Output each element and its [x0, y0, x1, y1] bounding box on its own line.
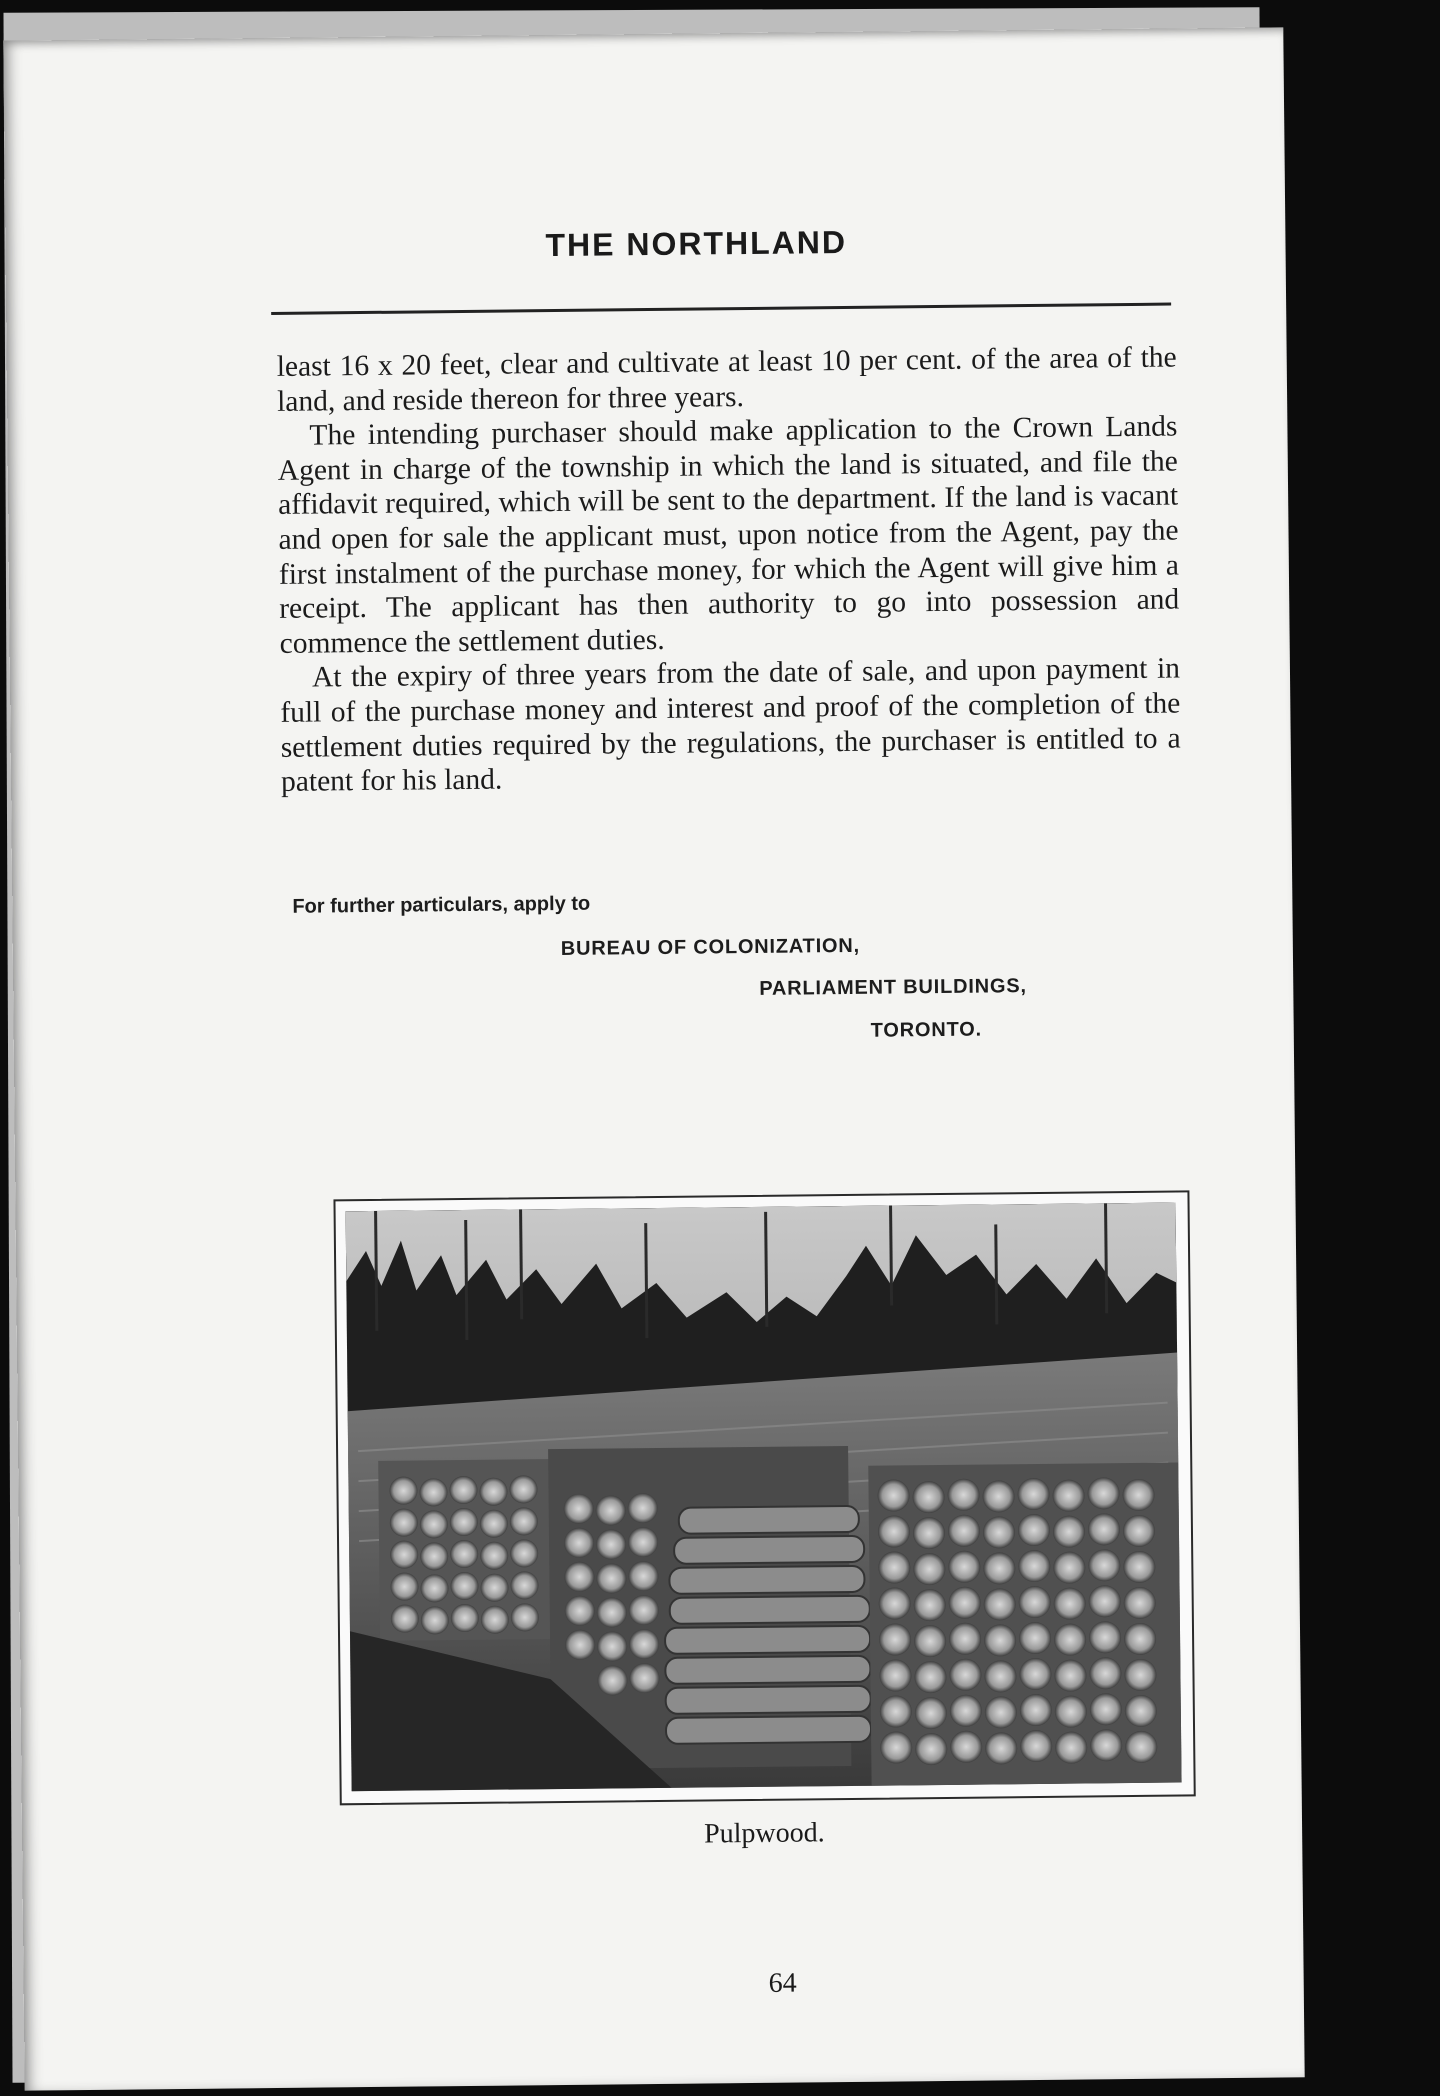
paragraph: At the expiry of three years from the date of sale, and upon payment in full of the purchase money and interest and proof of the completion of the settlement duties required by the regulations, the purchaser is entitled to a patent for his land. — [280, 652, 1181, 799]
address-intro: For further particulars, apply to — [292, 892, 591, 918]
address-line-bureau: BUREAU OF COLONIZATION, — [560, 934, 861, 960]
book-page — [3, 27, 1304, 2090]
address-line-parliament: PARLIAMENT BUILDINGS, — [759, 975, 1027, 1000]
page-number: 64 — [768, 1967, 797, 1999]
pulpwood-illustration — [346, 1203, 1182, 1792]
figure-caption: Pulpwood. — [703, 1817, 825, 1850]
pulpwood-photo — [346, 1203, 1182, 1792]
photo-frame — [333, 1190, 1195, 1805]
address-line-city: TORONTO. — [870, 1018, 983, 1042]
running-head: THE NORTHLAND — [545, 223, 848, 264]
header-rule — [271, 303, 1171, 315]
paragraph: least 16 x 20 feet, clear and cultivate at least 10 per cent. of the area of the land, and reside thereon for three years. — [276, 341, 1177, 418]
body-text — [277, 340, 1182, 799]
paragraph: The intending purchaser should make application to the Crown Lands Agent in charge of the township in which the land is situated, and file the affidavit required, which will be sent to the department. If the land is vacant and open for sale the applicant must, upon notice from the Agent, pay the first instalment of the purchase money, for which the Agent will give him a receipt. The applicant has then authority to go into possession and commence the settlement duties. — [277, 410, 1180, 660]
